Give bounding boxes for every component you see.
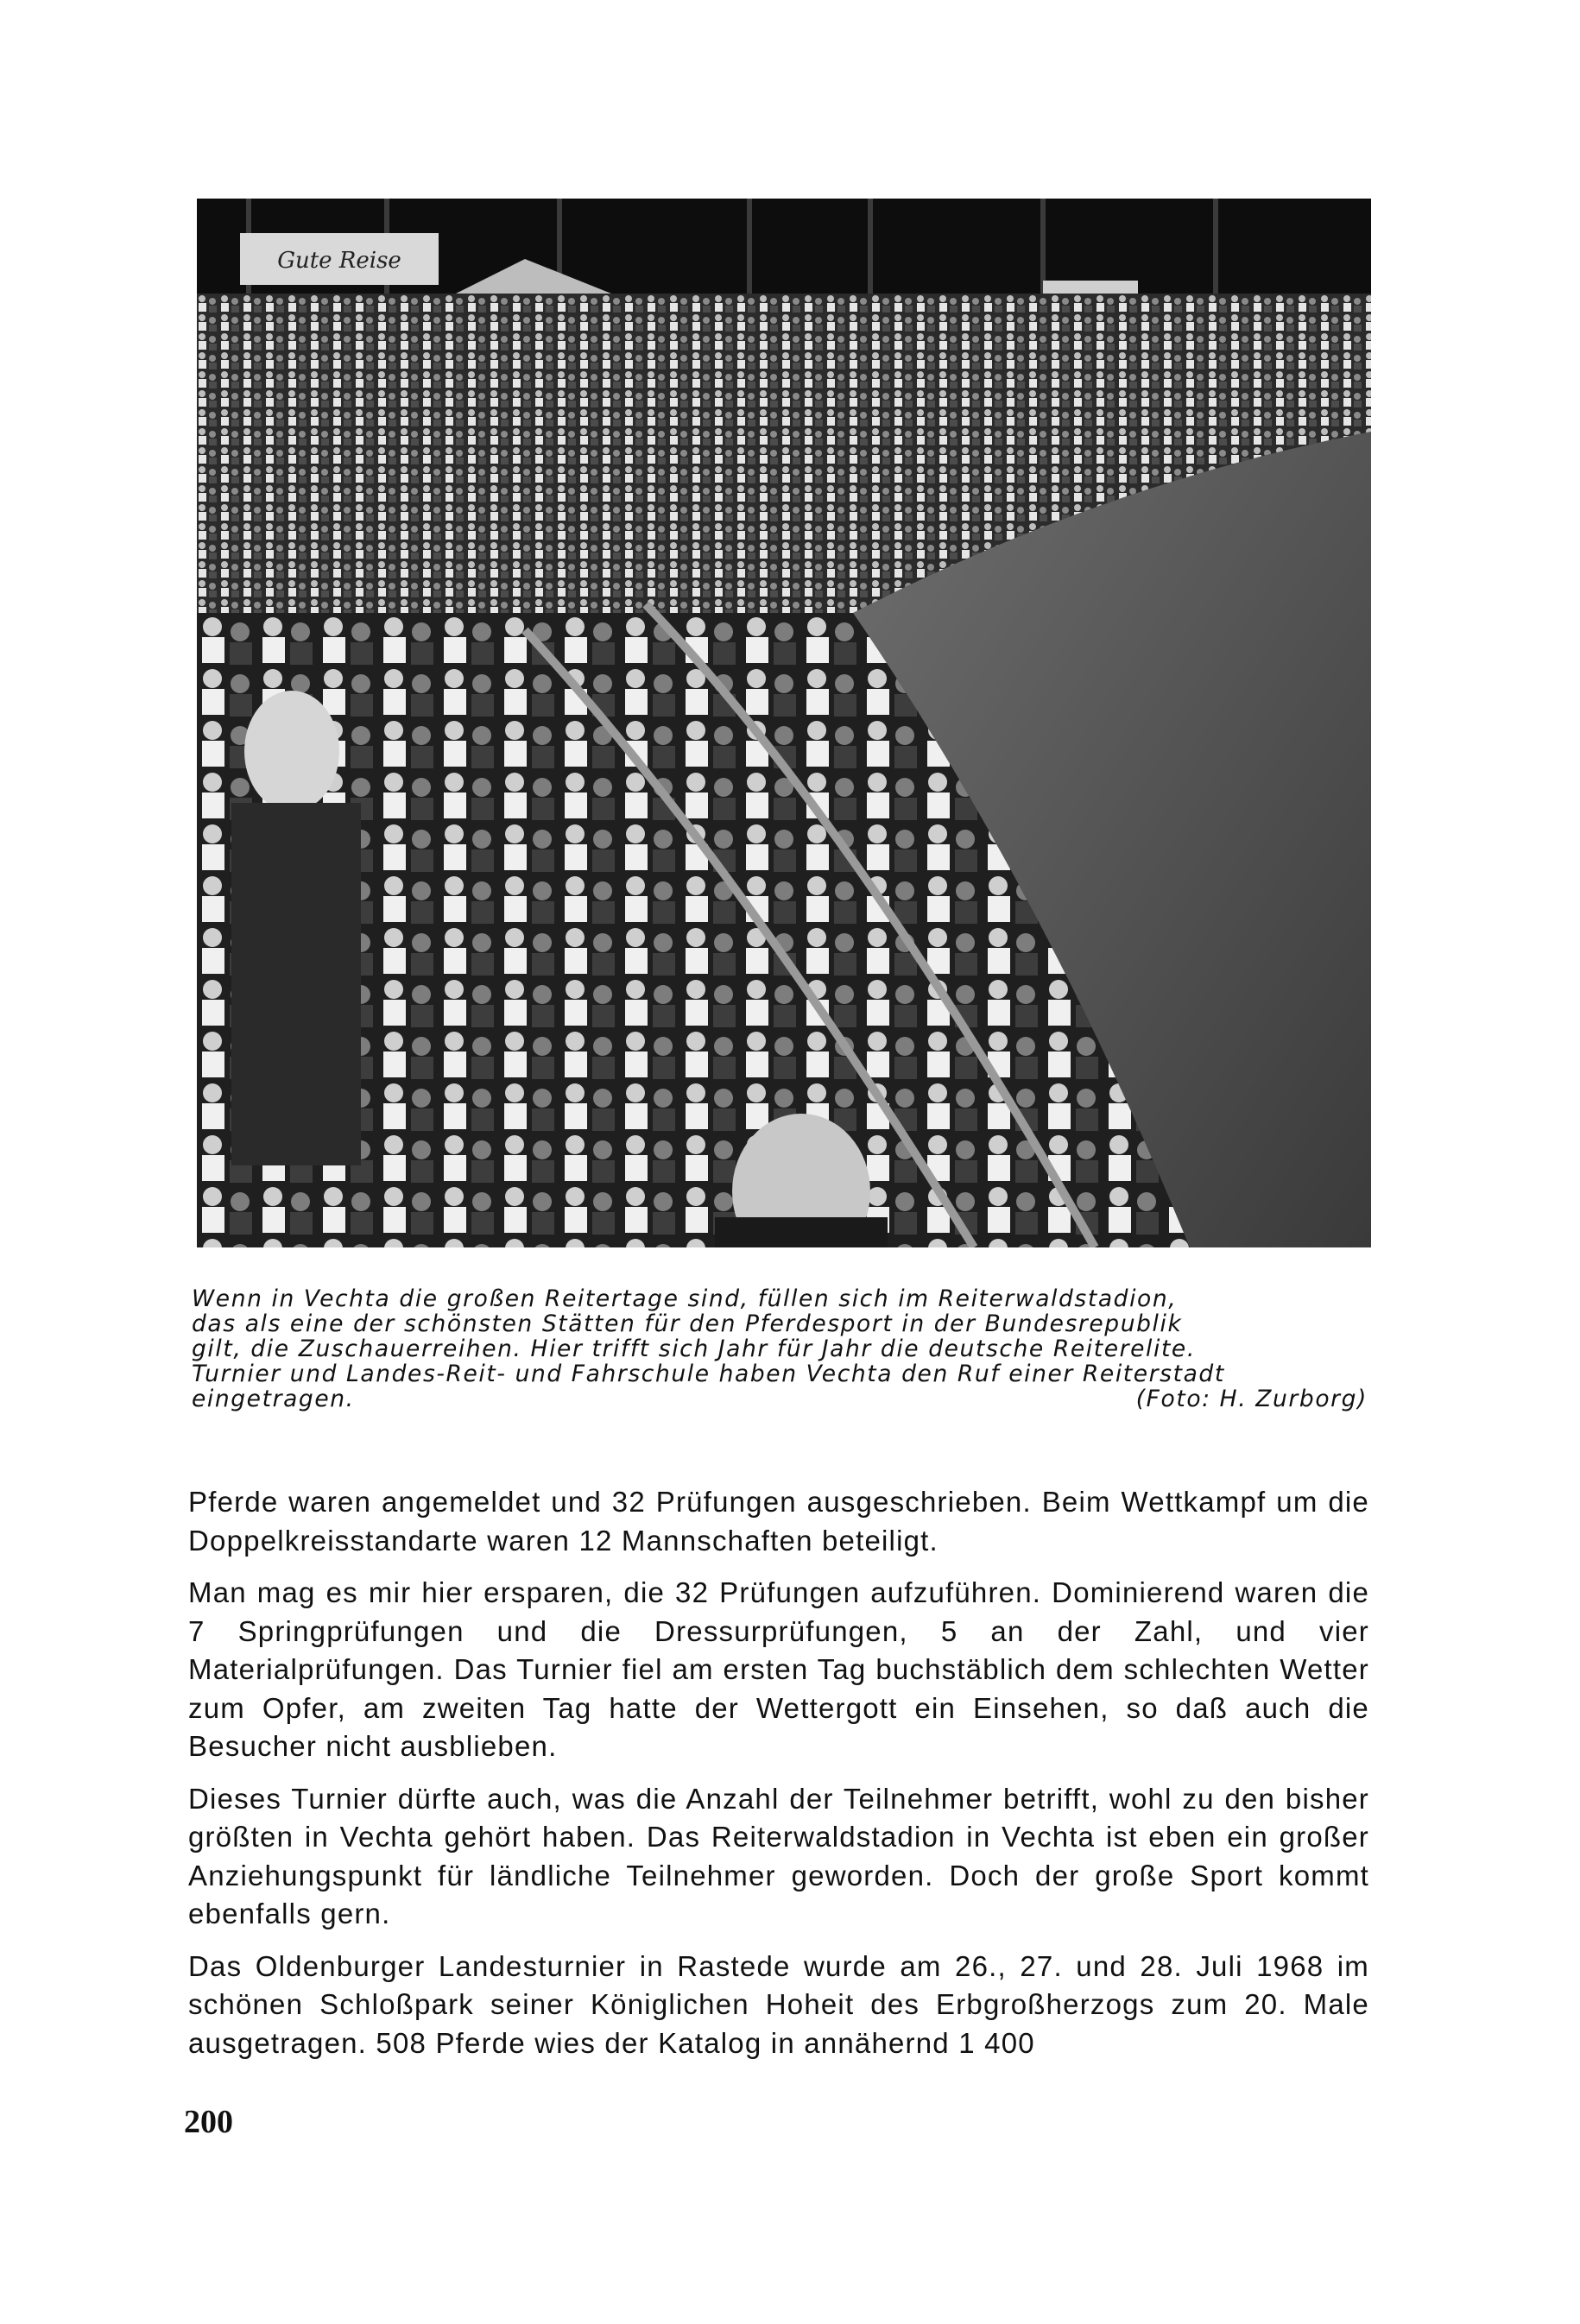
paragraph: Das Oldenburger Landesturnier in Rastede wurde am 26., 27. und 28. Juli 1968 im schönen Schloßpark seiner Königlichen Hoheit des Erbgroßherzogs zum 20. Male ausgetragen. 508 Pferde wies der Katalog in annähernd 1 400: [188, 1949, 1369, 2059]
caption-line: gilt, die Zuschauerreihen. Hier trifft sich Jahr für Jahr die deutsche Reiterelite.: [192, 1336, 1196, 1362]
photo-illustration: [197, 199, 1371, 1247]
body-text: [188, 1483, 1369, 2076]
paragraph: Pferde waren angemeldet und 32 Prüfungen ausgeschrieben. Beim Wettkampf um die Doppelkreisstandarte waren 12 Mannschaften beteiligt.: [188, 1486, 1369, 1557]
caption-line: Turnier und Landes-Reit- und Fahrschule haben Vechta den Ruf einer Reiterstadt: [192, 1361, 1225, 1387]
caption-line: Wenn in Vechta die großen Reitertage sind, füllen sich im Reiterwaldstadion,: [192, 1285, 1178, 1312]
paragraph: Man mag es mir hier ersparen, die 32 Prüfungen aufzuführen. Dominierend waren die 7 Springprüfungen und die Dressurprüfungen, 5 an der Zahl, und vier Materialprüfungen. Das Turnier fiel am ersten Tag buchstäblich dem schlechten Wetter zum Opfer, am zweiten Tag hatte der Wettergott ein Einsehen, so daß auch die Besucher nicht ausblieben.: [188, 1576, 1369, 1762]
page-number: 200: [184, 2104, 233, 2140]
svg-text:Gute Reise: Gute Reise: [277, 248, 401, 274]
paragraph: Dieses Turnier dürfte auch, was die Anzahl der Teilnehmer betrifft, wohl zu den bisher größten in Vechta gehört haben. Das Reiterwaldstadion in Vechta ist eben ein großer Anziehungspunkt für ländliche Teilnehmer geworden. Doch der große Sport kommt ebenfalls gern.: [188, 1782, 1369, 1929]
caption-last-line: eingetragen.: [192, 1386, 355, 1412]
caption-credit-line: [192, 1386, 1368, 1411]
stadium-crowd-photo: [197, 199, 1371, 1247]
caption-line: das als eine der schönsten Stätten für den Pferdesport in der Bundesrepublik: [192, 1310, 1183, 1337]
photo-caption: [192, 1286, 1368, 1411]
photo-credit: (Foto: H. Zurborg): [1135, 1386, 1368, 1412]
